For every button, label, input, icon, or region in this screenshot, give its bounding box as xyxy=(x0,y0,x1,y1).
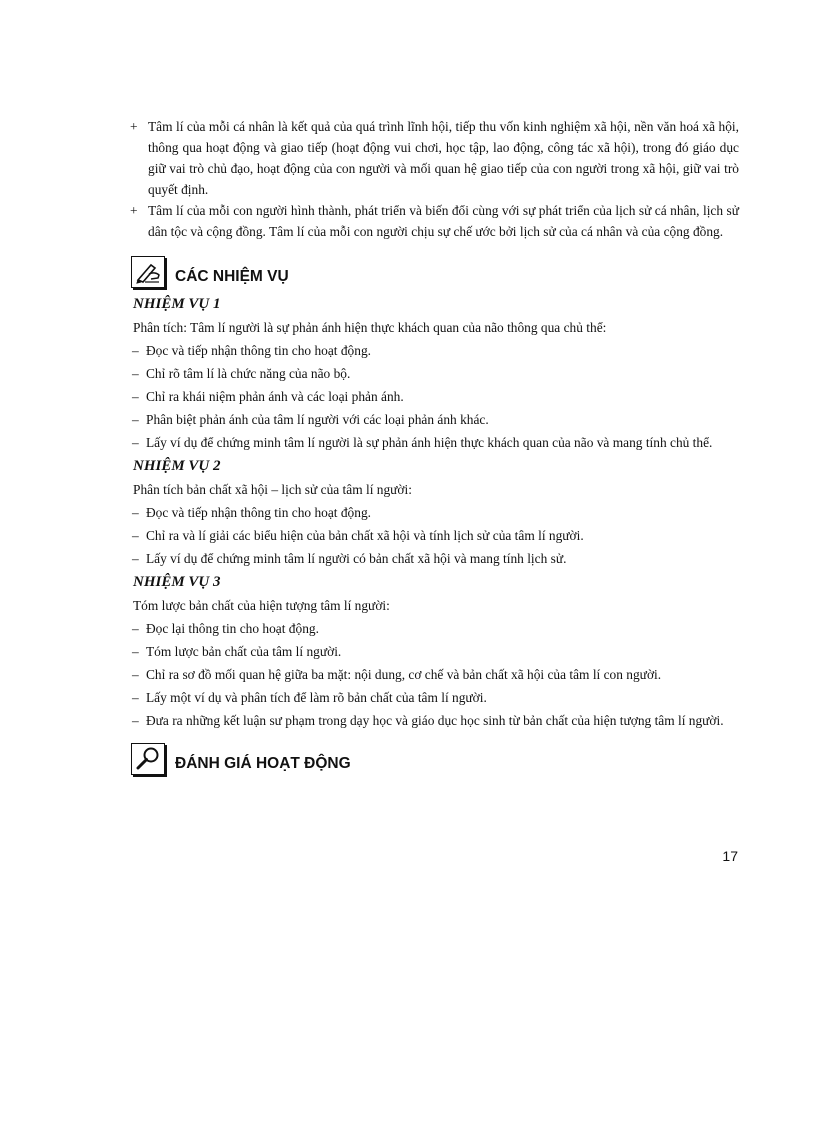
section-header-evaluation xyxy=(133,743,739,775)
list-item xyxy=(133,363,739,384)
dash-marker: – xyxy=(132,435,139,450)
list-item-text: Lấy một ví dụ và phân tích để làm rõ bản chất của tâm lí người. xyxy=(146,690,487,705)
list-item xyxy=(133,386,739,407)
bullet-text: Tâm lí của mỗi cá nhân là kết quả của quá trình lĩnh hội, tiếp thu vốn kinh nghiệm xã hội, nền văn hoá xã hội, thông qua hoạt động và giao tiếp (hoạt động vui chơi, học tập, lao động, công tác xã hội), trong đó giáo dục giữ vai trò chủ đạo, hoạt động của con người và mối quan hệ giao tiếp của con người trong xã hội, giữ vai trò quyết định. xyxy=(148,119,739,197)
dash-marker: – xyxy=(132,690,139,705)
list-item-text: Lấy ví dụ để chứng minh tâm lí người là sự phản ánh hiện thực khách quan của não và mang tính chủ thể. xyxy=(146,435,713,450)
dash-marker: – xyxy=(132,528,139,543)
list-item-text: Đọc và tiếp nhận thông tin cho hoạt động. xyxy=(146,343,371,358)
pencil-hand-icon xyxy=(131,256,165,288)
list-item-text: Chỉ ra và lí giải các biểu hiện của bản chất xã hội và tính lịch sử của tâm lí người. xyxy=(146,528,584,543)
magnifier-icon xyxy=(131,743,165,775)
dash-marker: – xyxy=(132,389,139,404)
dash-marker: – xyxy=(132,644,139,659)
section-title: CÁC NHIỆM VỤ xyxy=(175,268,289,285)
bullet-marker: + xyxy=(130,119,138,134)
list-item xyxy=(133,409,739,430)
dash-marker: – xyxy=(132,713,139,728)
list-item-text: Đưa ra những kết luận sư phạm trong dạy học và giáo dục học sinh từ bản chất của hiện tượng tâm lí người. xyxy=(146,713,724,728)
list-item xyxy=(133,502,739,523)
dash-marker: – xyxy=(132,621,139,636)
list-item xyxy=(133,548,739,569)
section-title: ĐÁNH GIÁ HOẠT ĐỘNG xyxy=(175,755,351,772)
list-item-text: Chỉ ra sơ đồ mối quan hệ giữa ba mặt: nội dung, cơ chế và bản chất xã hội của tâm lí con người. xyxy=(146,667,662,682)
bullet-text: Tâm lí của mỗi con người hình thành, phát triển và biến đổi cùng với sự phát triển của lịch sử cá nhân, lịch sử dân tộc và cộng đồng. Tâm lí của mỗi con người chịu sự chế ước bởi lịch sử của cá nhân và của cộng đồng. xyxy=(148,203,739,239)
dash-marker: – xyxy=(132,551,139,566)
list-item xyxy=(133,664,739,685)
list-item-text: Chỉ ra khái niệm phản ánh và các loại phản ánh. xyxy=(146,389,404,404)
task-title: NHIỆM VỤ 1 xyxy=(133,296,221,312)
task-intro: Tóm lược bản chất của hiện tượng tâm lí người: xyxy=(133,598,390,613)
intro-bullet xyxy=(130,200,739,242)
list-item xyxy=(133,340,739,361)
list-item-text: Tóm lược bản chất của tâm lí người. xyxy=(146,644,342,659)
bullet-marker: + xyxy=(130,203,138,218)
dash-marker: – xyxy=(132,505,139,520)
list-item-text: Đọc lại thông tin cho hoạt động. xyxy=(146,621,319,636)
task-intro: Phân tích: Tâm lí người là sự phản ánh hiện thực khách quan của não thông qua chủ thể: xyxy=(133,320,607,335)
task-title: NHIỆM VỤ 2 xyxy=(133,458,221,474)
page-number: 17 xyxy=(722,848,738,864)
dash-marker: – xyxy=(132,366,139,381)
list-item xyxy=(133,432,739,453)
task-title: NHIỆM VỤ 3 xyxy=(133,574,221,590)
list-item xyxy=(133,618,739,639)
dash-marker: – xyxy=(132,343,139,358)
list-item-text: Đọc và tiếp nhận thông tin cho hoạt động. xyxy=(146,505,371,520)
dash-marker: – xyxy=(132,667,139,682)
list-item-text: Chỉ rõ tâm lí là chức năng của não bộ. xyxy=(146,366,351,381)
page-content xyxy=(130,116,739,781)
list-item xyxy=(133,641,739,662)
list-item-text: Phân biệt phản ánh của tâm lí người với các loại phản ánh khác. xyxy=(146,412,489,427)
list-item-text: Lấy ví dụ để chứng minh tâm lí người có bản chất xã hội và mang tính lịch sử. xyxy=(146,551,567,566)
dash-marker: – xyxy=(132,412,139,427)
section-header-tasks xyxy=(133,256,739,288)
list-item xyxy=(133,525,739,546)
list-item xyxy=(133,687,739,708)
list-item xyxy=(133,710,739,731)
task-intro: Phân tích bản chất xã hội – lịch sử của tâm lí người: xyxy=(133,482,412,497)
intro-bullet xyxy=(130,116,739,200)
